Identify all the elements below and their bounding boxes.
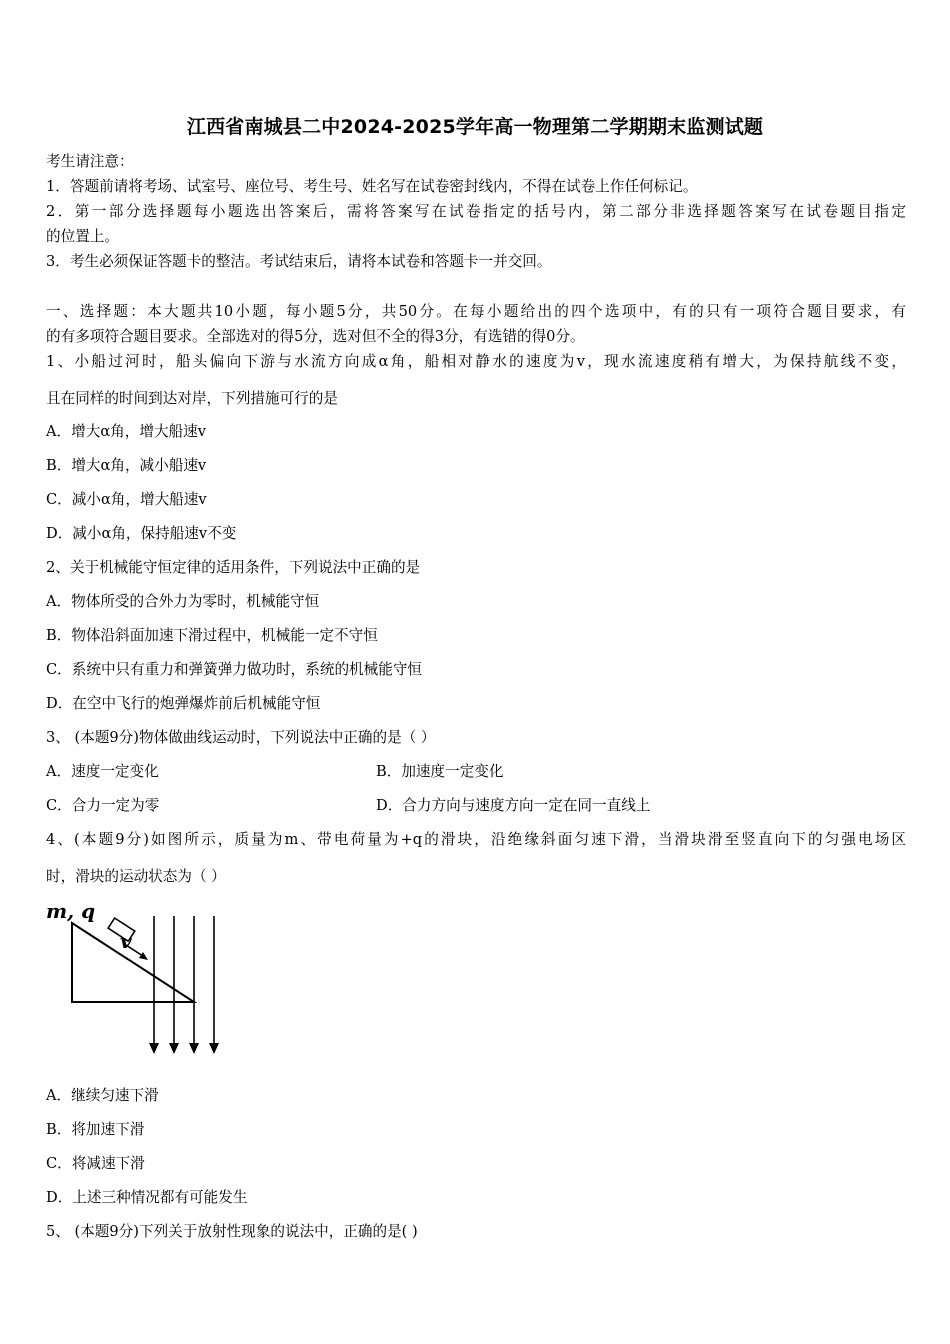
q4-option-b: B．将加速下滑 bbox=[46, 1121, 145, 1138]
q2-option-a: A．物体所受的合外力为零时，机械能守恒 bbox=[46, 593, 320, 610]
q1-option-c: C．减小α角，增大船速v bbox=[46, 491, 207, 508]
q4-stem-line1: 4、(本题9分)如图所示，质量为m、带电荷量为+q的滑块，沿绝缘斜面匀速下滑，当滑块滑至竖直向下的匀强电场区 bbox=[46, 831, 906, 848]
section-instructions-line2: 的有多项符合题目要求。全部选对的得5分，选对但不全的得3分，有选错的得0分。 bbox=[46, 328, 585, 345]
q1-option-d: D．减小α角，保持船速v不变 bbox=[46, 525, 237, 542]
q1-stem-line2: 且在同样的时间到达对岸，下列措施可行的是 bbox=[46, 390, 338, 407]
q4-option-d: D．上述三种情况都有可能发生 bbox=[46, 1189, 248, 1206]
q1-option-b: B．增大α角，减小船速v bbox=[46, 457, 207, 474]
q2-option-c: C．系统中只有重力和弹簧弹力做功时，系统的机械能守恒 bbox=[46, 661, 423, 678]
notice-item-1: 1．答题前请将考场、试室号、座位号、考生号、姓名写在试卷密封线内，不得在试卷上作任何标记。 bbox=[46, 178, 698, 195]
notice-item-2: 2．第一部分选择题每小题选出答案后，需将答案写在试卷指定的括号内，第二部分非选择题答案写在试卷题目指定 bbox=[46, 203, 906, 220]
notice-item-2-cont: 的位置上。 bbox=[46, 228, 119, 245]
section-instructions-line1: 一、选择题：本大题共10小题，每小题5分，共50分。在每小题给出的四个选项中，有的只有一项符合题目要求，有 bbox=[46, 303, 906, 320]
page-title: 江西省南城县二中2024-2025学年高一物理第二学期期末监测试题 bbox=[186, 116, 764, 138]
label-velocity: v bbox=[120, 929, 132, 953]
field-arrowheads bbox=[149, 1043, 219, 1054]
q2-option-b: B．物体沿斜面加速下滑过程中，机械能一定不守恒 bbox=[46, 627, 378, 644]
q3-option-b: B．加速度一定变化 bbox=[376, 763, 504, 780]
q2-stem: 2、关于机械能守恒定律的适用条件，下列说法中正确的是 bbox=[46, 559, 421, 576]
label-mass-charge: m, q bbox=[46, 899, 96, 923]
q3-option-a: A．速度一定变化 bbox=[46, 763, 159, 780]
q3-option-c: C．合力一定为零 bbox=[46, 797, 160, 814]
q4-incline-figure bbox=[42, 898, 242, 1060]
q4-option-c: C．将减速下滑 bbox=[46, 1155, 145, 1172]
q4-option-a: A．继续匀速下滑 bbox=[46, 1087, 159, 1104]
notice-heading: 考生请注意： bbox=[46, 153, 134, 170]
q1-option-a: A．增大α角，增大船速v bbox=[46, 423, 206, 440]
q5-stem: 5、 (本题9分)下列关于放射性现象的说法中，正确的是( ) bbox=[46, 1223, 418, 1240]
q1-stem-line1: 1、小船过河时，船头偏向下游与水流方向成α角，船相对静水的速度为v，现水流速度稍有增大，为保持航线不变， bbox=[46, 353, 906, 370]
notice-item-3: 3．考生必须保证答题卡的整洁。考试结束后，请将本试卷和答题卡一并交回。 bbox=[46, 253, 552, 270]
q3-option-d: D．合力方向与速度方向一定在同一直线上 bbox=[376, 797, 651, 814]
q3-stem: 3、 (本题9分)物体做曲线运动时，下列说法中正确的是（ ） bbox=[46, 729, 436, 746]
q4-stem-line2: 时，滑块的运动状态为（ ） bbox=[46, 868, 226, 885]
q2-option-d: D．在空中飞行的炮弹爆炸前后机械能守恒 bbox=[46, 695, 321, 712]
